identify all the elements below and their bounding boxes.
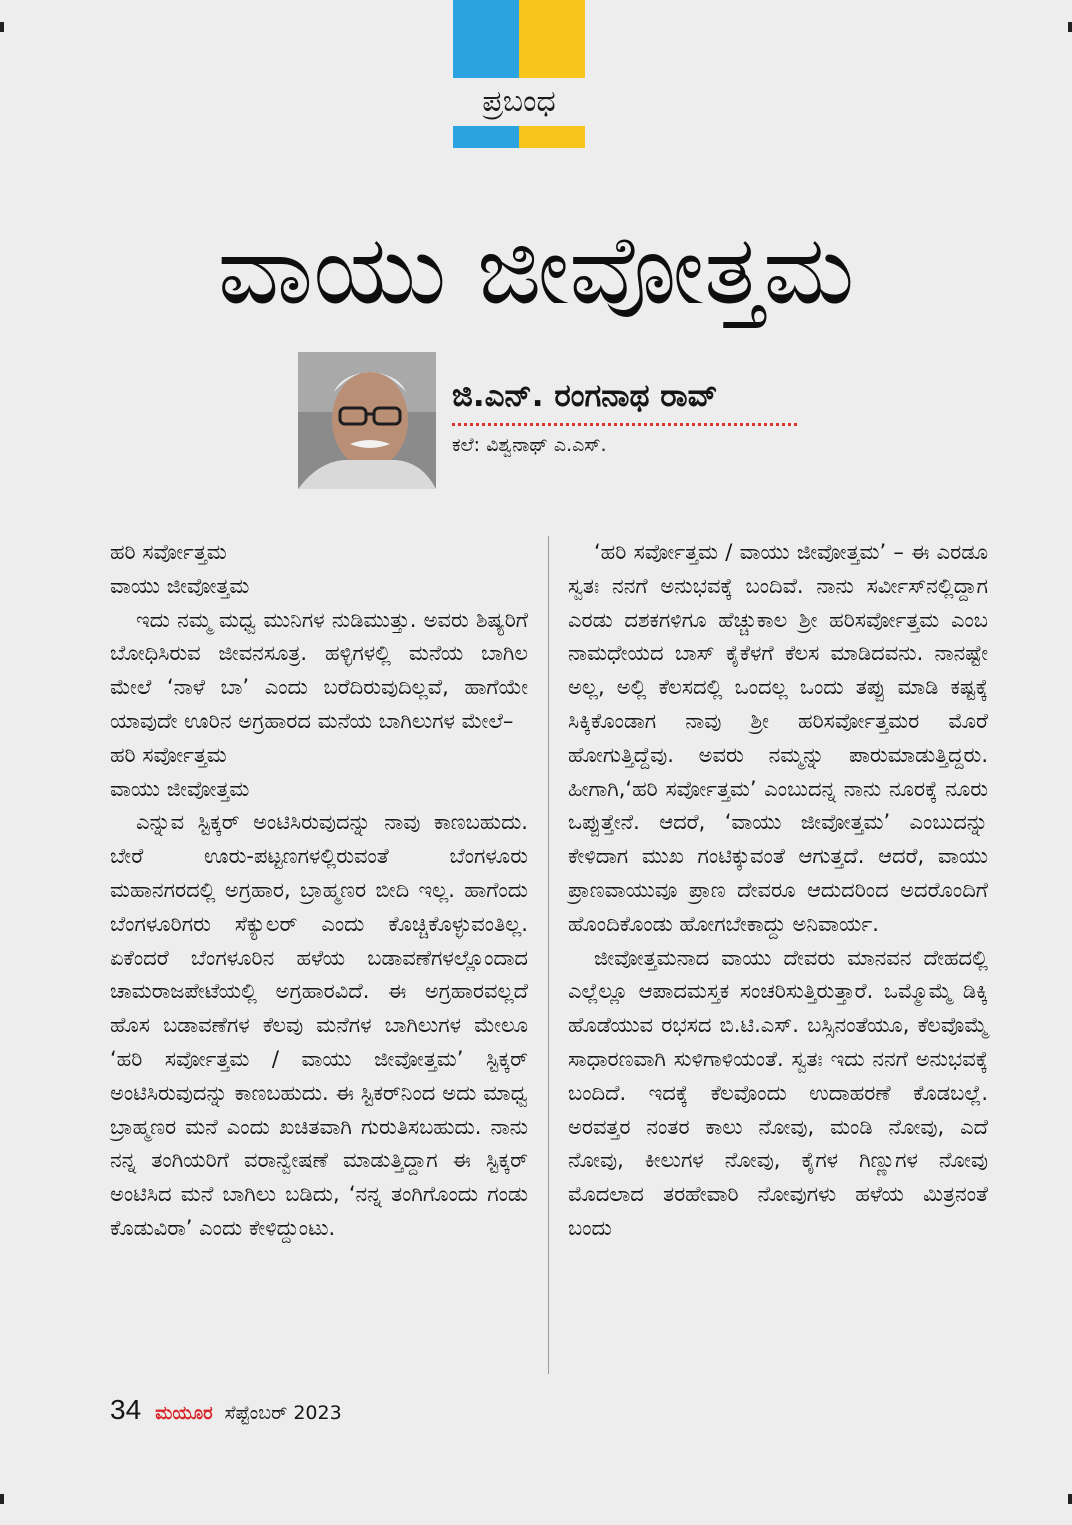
author-name: ಜಿ.ಎನ್. ರಂಗನಾಥ ರಾವ್	[452, 378, 718, 414]
poem-line: ವಾಯು ಜೀವೋತ್ತಮ	[110, 776, 250, 801]
issue-date: ಸೆಪ್ಟೆಂಬರ್ 2023	[224, 1402, 342, 1424]
poem-line: ಹರಿ ಸರ್ವೋತ್ತಮ	[110, 540, 227, 564]
crop-mark	[1068, 22, 1072, 32]
crop-mark	[0, 1494, 4, 1504]
article-column-left	[110, 536, 528, 1246]
crop-mark	[0, 22, 4, 32]
paragraph: ಜೀವೋತ್ತಮನಾದ ವಾಯು ದೇವರು ಮಾನವನ ದೇಹದಲ್ಲಿ ಎಲ್ಲೆಲ್ಲೂ ಆಪಾದಮಸ್ತಕ ಸಂಚರಿಸುತ್ತಿರುತ್ತಾರೆ. ಒಮ್ಮೊಮ್ಮೆ ಡಿಕ್ಕಿ ಹೊಡೆಯುವ ರಭಸದ ಬಿ.ಟಿ.ಎಸ್. ಬಸ್ಸಿನಂತೆಯೂ, ಕೆಲವೊಮ್ಮೆ ಸಾಧಾರಣವಾಗಿ ಸುಳಿಗಾಳಿಯಂತೆ. ಸ್ವತಃ ಇದು ನನಗೆ ಅನುಭವಕ್ಕೆ ಬಂದಿದೆ. ಇದಕ್ಕೆ ಕೆಲವೊಂದು ಉದಾಹರಣೆ ಕೊಡಬಲ್ಲೆ. ಅರವತ್ತರ ನಂತರ ಕಾಲು ನೋವು, ಮಂಡಿ ನೋವು, ಎದೆ ನೋವು, ಕೀಲುಗಳ ನೋವು, ಕೈಗಳ ಗಿಣ್ಣುಗಳ ನೋವು ಮೊದಲಾದ ತರಹೇವಾರಿ ನೋವುಗಳು ಹಳೆಯ ಮಿತ್ರನಂತೆ ಬಂದು	[568, 945, 988, 1240]
crop-mark	[1068, 1494, 1072, 1504]
author-portrait-icon	[298, 352, 436, 489]
paragraph: ಎನ್ನುವ ಸ್ಟಿಕ್ಕರ್ ಅಂಟಿಸಿರುವುದನ್ನು ನಾವು ಕಾಣಬಹುದು. ಬೇರೆ ಊರು-ಪಟ್ಟಣಗಳಲ್ಲಿರುವಂತೆ ಬೆಂಗಳೂರು ಮಹಾನಗರದಲ್ಲಿ ಅಗ್ರಹಾರ, ಬ್ರಾಹ್ಮಣರ ಬೀದಿ ಇಲ್ಲ. ಹಾಗೆಂದು ಬೆಂಗಳೂರಿಗರು ಸೆಕ್ಯುಲರ್ ಎಂದು ಕೊಚ್ಚಿಕೊಳ್ಳುವಂತಿಲ್ಲ. ಏಕೆಂದರೆ ಬೆಂಗಳೂರಿನ ಹಳೆಯ ಬಡಾವಣೆಗಳಲ್ಲೊಂದಾದ ಚಾಮರಾಜಪೇಟೆಯಲ್ಲಿ ಅಗ್ರಹಾರವಿದೆ. ಈ ಅಗ್ರಹಾರವಲ್ಲದೆ ಹೊಸ ಬಡಾವಣೆಗಳ ಕೆಲವು ಮನೆಗಳ ಬಾಗಿಲುಗಳ ಮೇಲೂ ‘ಹರಿ ಸರ್ವೋತ್ತಮ / ವಾಯು ಜೀವೋತ್ತಮ’ ಸ್ಟಿಕ್ಕರ್ ಅಂಟಿಸಿರುವುದನ್ನು ಕಾಣಬಹುದು. ಈ ಸ್ಟಿಕರ್‌ನಿಂದ ಅದು ಮಾಧ್ವ ಬ್ರಾಹ್ಮಣರ ಮನೆ ಎಂದು ಖಚಿತವಾಗಿ ಗುರುತಿಸಬಹುದು. ನಾನು ನನ್ನ ತಂಗಿಯರಿಗೆ ವರಾನ್ವೇಷಣೆ ಮಾಡುತ್ತಿದ್ದಾಗ ಈ ಸ್ಟಿಕ್ಕರ್ ಅಂಟಿಸಿದ ಮನೆ ಬಾಗಿಲು ಬಡಿದು, ‘ನನ್ನ ತಂಗಿಗೊಂದು ಗಂಡು ಕೊಡುವಿರಾ’ ಎಂದು ಕೇಳಿದ್ದುಂಟು.	[110, 810, 528, 1240]
artist-credit: ಕಲೆ: ವಿಶ್ವನಾಥ್ ಎ.ಎಸ್.	[452, 434, 607, 456]
section-label: ಪ್ರಬಂಧ	[482, 84, 556, 119]
section-banner	[453, 0, 585, 148]
dotted-divider	[452, 423, 797, 426]
magazine-name: ಮಯೂರ	[155, 1403, 213, 1424]
page-footer	[110, 1393, 342, 1431]
article-column-right	[568, 536, 988, 1246]
page-number: 34	[110, 1394, 142, 1425]
paragraph: ಇದು ನಮ್ಮ ಮಧ್ವ ಮುನಿಗಳ ನುಡಿಮುತ್ತು. ಅವರು ಶಿಷ್ಯರಿಗೆ ಬೋಧಿಸಿರುವ ಜೀವನಸೂತ್ರ. ಹಳ್ಳಿಗಳಲ್ಲಿ ಮನೆಯ ಬಾಗಿಲ ಮೇಲೆ ‘ನಾಳೆ ಬಾ’ ಎಂದು ಬರೆದಿರುವುದಿಲ್ಲವೆ, ಹಾಗೆಯೇ ಯಾವುದೇ ಊರಿನ ಅಗ್ರಹಾರದ ಮನೆಯ ಬಾಗಿಲುಗಳ ಮೇಲೆ–	[110, 607, 528, 733]
column-divider	[548, 536, 549, 1374]
poem-line: ವಾಯು ಜೀವೋತ್ತಮ	[110, 573, 250, 598]
paragraph: ‘ಹರಿ ಸರ್ವೋತ್ತಮ / ವಾಯು ಜೀವೋತ್ತಮ’ – ಈ ಎರಡೂ ಸ್ವತಃ ನನಗೆ ಅನುಭವಕ್ಕೆ ಬಂದಿವೆ. ನಾನು ಸರ್ವೀಸ್‌ನಲ್ಲಿದ್ದಾಗ ಎರಡು ದಶಕಗಳಿಗೂ ಹೆಚ್ಚುಕಾಲ ಶ್ರೀ ಹರಿಸರ್ವೋತ್ತಮ ಎಂಬ ನಾಮಧೇಯದ ಬಾಸ್ ಕೈಕೆಳಗೆ ಕೆಲಸ ಮಾಡಿದವನು. ನಾನಷ್ಟೇ ಅಲ್ಲ, ಅಲ್ಲಿ ಕೆಲಸದಲ್ಲಿ ಒಂದಲ್ಲ ಒಂದು ತಪ್ಪು ಮಾಡಿ ಕಷ್ಟಕ್ಕೆ ಸಿಕ್ಕಿಕೊಂಡಾಗ ನಾವು ಶ್ರೀ ಹರಿಸರ್ವೋತ್ತಮರ ಮೊರೆ ಹೋಗುತ್ತಿದ್ದೆವು. ಅವರು ನಮ್ಮನ್ನು ಪಾರುಮಾಡುತ್ತಿದ್ದರು. ಹೀಗಾಗಿ,‘ಹರಿ ಸರ್ವೋತ್ತಮ’ ಎಂಬುದನ್ನ ನಾನು ನೂರಕ್ಕೆ ನೂರು ಒಪ್ಪುತ್ತೇನೆ. ಆದರೆ, ‘ವಾಯು ಜೀವೋತ್ತಮ’ ಎಂಬುದನ್ನು ಕೇಳಿದಾಗ ಮುಖ ಗಂಟಿಕ್ಕುವಂತೆ ಆಗುತ್ತದೆ. ಆದರೆ, ವಾಯು ಪ್ರಾಣವಾಯುವೂ ಪ್ರಾಣ ದೇವರೂ ಆದುದರಿಂದ ಅದರೊಂದಿಗೆ ಹೊಂದಿಕೊಂಡು ಹೋಗಬೇಕಾದ್ದು ಅನಿವಾರ್ಯ.	[568, 540, 988, 936]
byline	[452, 375, 797, 460]
article-title: ವಾಯು ಜೀವೋತ್ತಮ	[217, 214, 855, 326]
poem-line: ಹರಿ ಸರ್ವೋತ್ತಮ	[110, 742, 227, 767]
